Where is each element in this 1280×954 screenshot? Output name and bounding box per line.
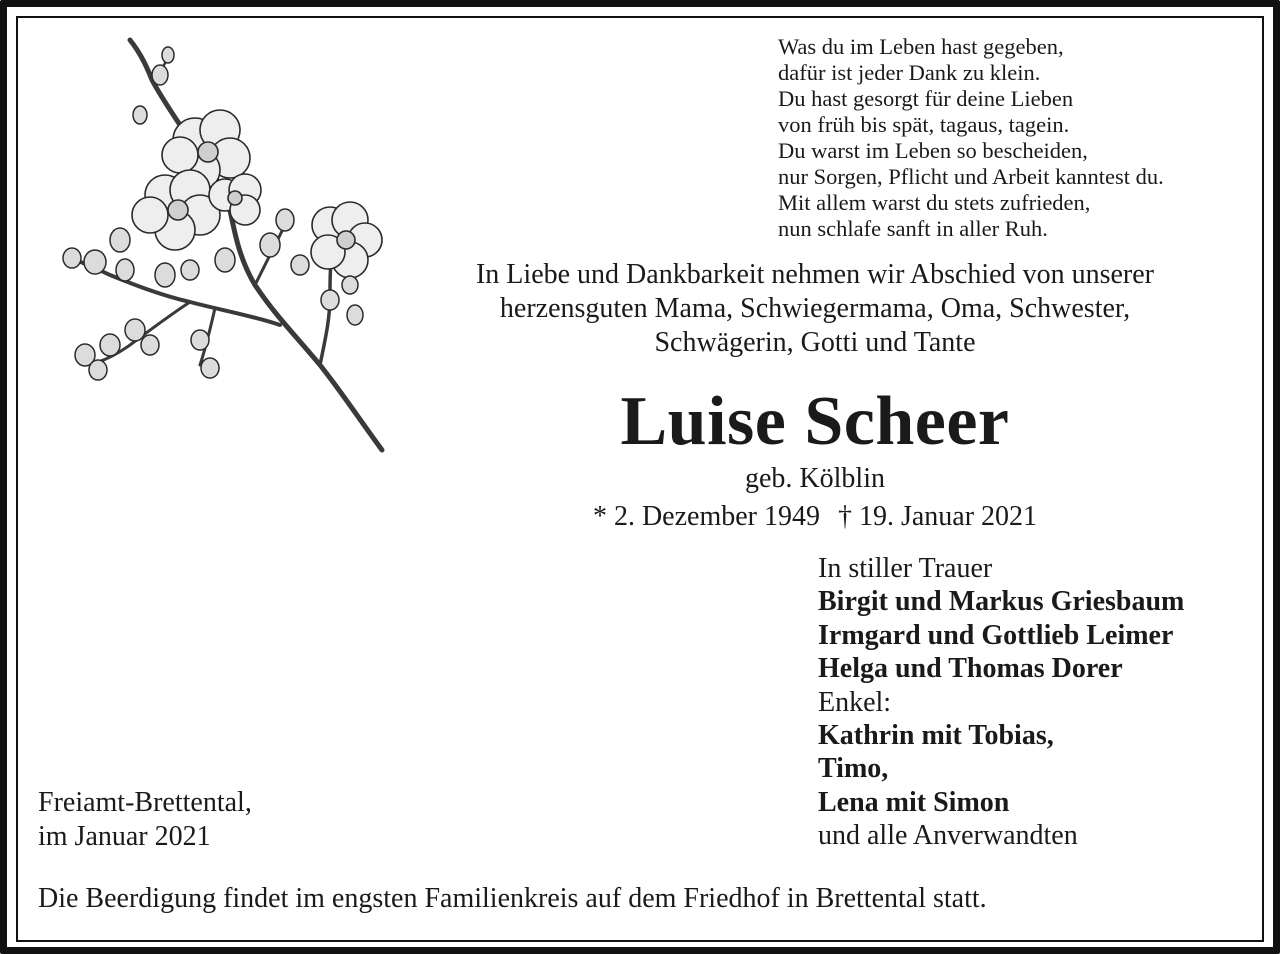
mourner-family: Irmgard und Gottlieb Leimer xyxy=(818,619,1174,651)
birth-date: * 2. Dezember 1949 xyxy=(592,501,820,532)
mourners-list xyxy=(818,552,1258,853)
poem-line: Du warst im Leben so bescheiden, xyxy=(778,138,1088,163)
place-date: im Januar 2021 xyxy=(38,821,211,852)
funeral-note: Die Beerdigung findet im engsten Familienkreis auf dem Friedhof in Brettental statt. xyxy=(38,883,987,914)
poem-line: nun schlafe sanft in aller Ruh. xyxy=(778,216,1048,241)
life-dates xyxy=(380,500,1250,534)
mourners-heading: In stiller Trauer xyxy=(818,553,993,584)
grandchild: Lena mit Simon xyxy=(818,786,1010,818)
mourners-closing: und alle Anverwandten xyxy=(818,820,1078,852)
place-location: Freiamt-Brettental, xyxy=(38,787,252,818)
farewell-intro xyxy=(380,258,1250,360)
poem-line: von früh bis spät, tagaus, tagein. xyxy=(778,112,1070,137)
place-and-date xyxy=(38,786,438,854)
grandchildren-label: Enkel: xyxy=(818,686,892,718)
mourner-family: Helga und Thomas Dorer xyxy=(818,653,1123,685)
intro-line: In Liebe und Dankbarkeit nehmen wir Abschied von unserer xyxy=(475,259,1154,290)
intro-line: Schwägerin, Gotti und Tante xyxy=(654,327,976,358)
grandchild: Kathrin mit Tobias, xyxy=(818,720,1054,752)
maiden-name: geb. Kölblin xyxy=(745,463,885,494)
memorial-poem xyxy=(778,34,1268,242)
death-date: † 19. Januar 2021 xyxy=(837,501,1038,532)
cherry-blossom-branch-icon xyxy=(30,30,400,460)
mourner-family: Birgit und Markus Griesbaum xyxy=(818,586,1185,618)
intro-line: herzensguten Mama, Schwiegermama, Oma, Schwester, xyxy=(499,293,1131,324)
poem-line: nur Sorgen, Pflicht und Arbeit kanntest du. xyxy=(778,164,1164,189)
deceased-name: Luise Scheer xyxy=(620,383,1010,460)
poem-line: Was du im Leben hast gegeben, xyxy=(778,34,1064,59)
poem-line: dafür ist jeder Dank zu klein. xyxy=(778,60,1041,85)
grandchild: Timo, xyxy=(818,753,889,785)
poem-line: Mit allem warst du stets zufrieden, xyxy=(778,190,1091,215)
poem-line: Du hast gesorgt für deine Lieben xyxy=(778,86,1074,111)
